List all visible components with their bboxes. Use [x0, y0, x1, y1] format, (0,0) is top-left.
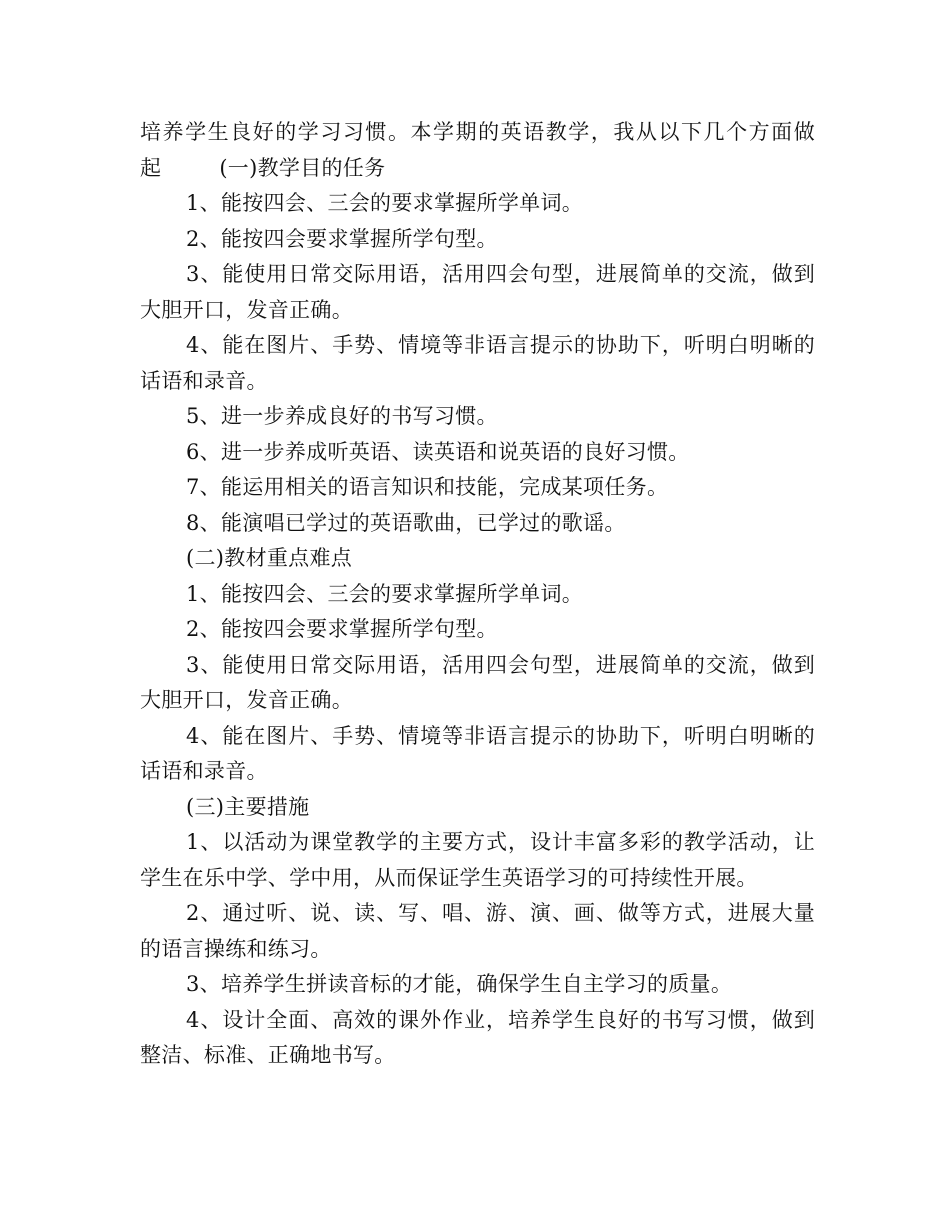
- section2-item: 1、能按四会、三会的要求掌握所学单词。: [186, 581, 584, 606]
- section1-item: 8、能演唱已学过的英语歌曲，已学过的歌谣。: [186, 510, 626, 535]
- section3-item: 2、通过听、说、读、写、唱、游、演、画、做等方式，进展大量的语言操练和练习。: [140, 901, 815, 961]
- section1-item: 7、能运用相关的语言知识和技能，完成某项任务。: [186, 475, 669, 499]
- section1-item: 2、能按四会要求掌握所学句型。: [186, 226, 498, 251]
- section3-item: 4、设计全面、高效的课外作业，培养学生良好的书写习惯，做到整洁、标准、正确地书写。: [140, 1007, 815, 1067]
- section1-item: 1、能按四会、三会的要求掌握所学单词。: [186, 191, 584, 215]
- section3-item: 1、以活动为课堂教学的主要方式，设计丰富多彩的教学活动，让学生在乐中学、学中用，从而保证学生英语学习的可持续性开展。: [140, 830, 815, 890]
- section1-item: 6、进一步养成听英语、读英语和说英语的良好习惯。: [186, 439, 690, 464]
- document-body: [140, 115, 815, 1074]
- section2-item: 2、能按四会要求掌握所学句型。: [186, 617, 498, 641]
- opening-tail: 起: [140, 155, 162, 180]
- section1-item: 3、能使用日常交际用语，活用四会句型，进展简单的交流，做到大胆开口，发音正确。: [140, 262, 815, 322]
- section3-item: 3、培养学生拼读音标的才能，确保学生自主学习的质量。: [186, 972, 733, 996]
- opening-line: 培养学生良好的学习习惯。本学期的英语教学，我从以下几个方面做: [140, 120, 815, 144]
- section1-item: 4、能在图片、手势、情境等非语言提示的协助下，听明白明晰的话语和录音。: [140, 333, 815, 393]
- section3-heading: (三)主要措施: [186, 794, 310, 819]
- section2-item: 3、能使用日常交际用语，活用四会句型，进展简单的交流，做到大胆开口，发音正确。: [140, 652, 815, 712]
- section1-heading: (一)教学目的任务: [219, 155, 386, 180]
- opening-tail-line: [140, 151, 815, 187]
- section1-item: 5、进一步养成良好的书写习惯。: [186, 404, 498, 428]
- section2-item: 4、能在图片、手势、情境等非语言提示的协助下，听明白明晰的话语和录音。: [140, 723, 815, 783]
- section2-heading: (二)教材重点难点: [186, 546, 353, 570]
